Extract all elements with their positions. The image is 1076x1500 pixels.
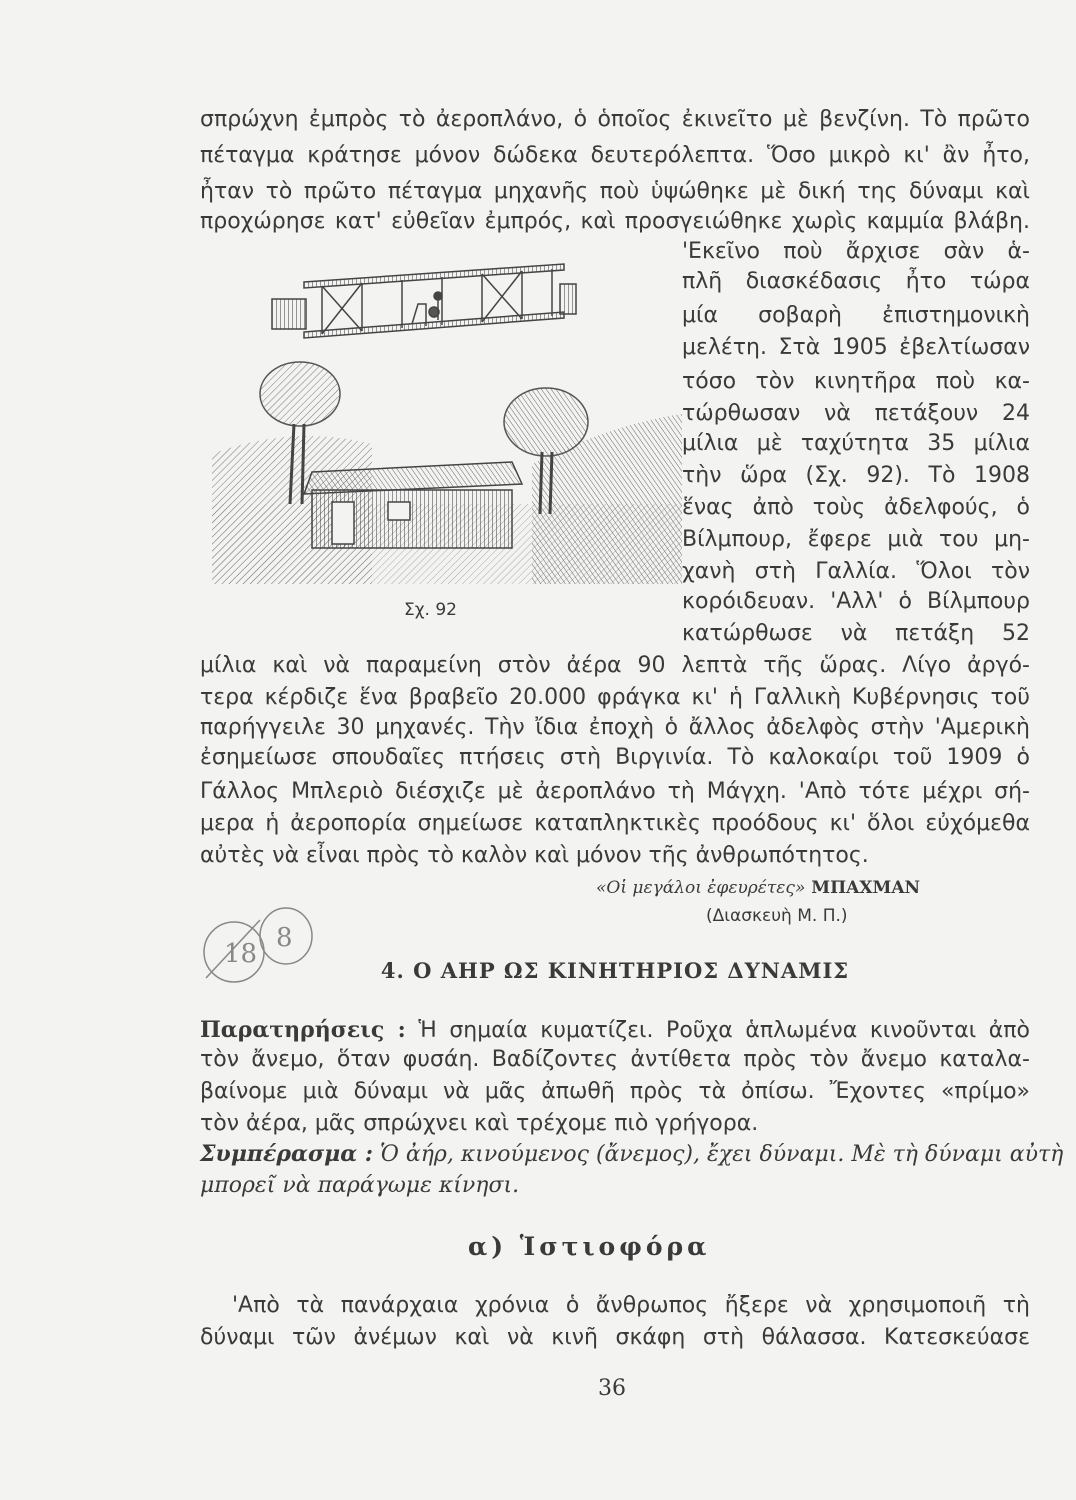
text-line: τὴν ὥρα (Σχ. 92). Τὸ 1908 [682,463,1030,488]
conclusion-line [200,1138,1064,1171]
text-line: πέταγμα κράτησε μόνον δώδεκα δευτερόλεπτα. Ὅσο μικρὸ κι' ἂν ἦτο, [200,143,1030,168]
source-author: ΜΠΑΧΜΑΝ [811,878,921,898]
text-line: ἕνας ἀπὸ τοὺς ἀδελφούς, ὁ [682,495,1030,520]
text-line: τὸν ἀέρα, μᾶς σπρώχνει καὶ τρέχομε πιὸ γρήγορα. [200,1111,759,1136]
text-line: μελέτη. Στὰ 1905 ἐβελτίωσαν [682,335,1030,360]
text-line: 'Απὸ τὰ πανάρχαια χρόνια ὁ ἄνθρωπος ἤξερε νὰ χρησιμοποιῆ τὴ [232,1293,1030,1318]
text-line: τόσο τὸν κινητῆρα ποὺ κα- [682,369,1030,394]
text-line: πλῆ διασκέδασις ἦτο τώρα [682,269,1030,294]
text-line: κορόιδευαν. 'Αλλ' ὁ Βίλμπουρ [682,589,1030,614]
text-line: μπορεῖ νὰ παράγωμε κίνησι. [200,1173,520,1198]
source-title: «Οἱ μεγάλοι ἐφευρέτες» [596,878,806,898]
observations-label: Παρατηρήσεις : [200,1017,406,1043]
house-drawing [304,462,522,548]
page-number: 36 [598,1376,626,1401]
text-line: μίλια μὲ ταχύτητα 35 μίλια [682,431,1030,456]
text-line: ἦταν τὸ πρῶτο πέταγμα μηχανῆς ποὺ ὑψώθηκε μὲ δική της δύναμι καὶ [200,179,1030,204]
subheading: α) Ἱστιοφόρα [468,1232,711,1261]
figure-92-illustration [212,254,682,598]
text-line: βαίνομε μιὰ δύναμι νὰ μᾶς ἀπωθῆ πρὸς τὰ ὀπίσω. Ἔχοντες «πρίμο» [200,1079,1030,1104]
text-line: μία σοβαρὴ ἐπιστημονικὴ [682,303,1030,328]
conclusion-text: Ὁ ἀήρ, κινούμενος (ἄνεμος), ἔχει δύναμι. Μὲ τὴ δύναμι αὐτὴ [380,1142,1064,1167]
airplane-drawing [272,264,576,338]
text-line: ἐσημείωσε σπουδαῖες πτήσεις στὴ Βιργινία. Τὸ καλοκαίρι τοῦ 1909 ὁ [200,745,1030,770]
text-line: δύναμι τῶν ἀνέμων καὶ νὰ κινῆ σκάφη στὴ θάλασσα. Κατεσκεύασε [200,1325,1030,1350]
observations-line [200,1014,1030,1047]
section-heading: 4. Ο ΑΗΡ ΩΣ ΚΙΝΗΤΗΡΙΟΣ ΔΥΝΑΜΙΣ [380,958,850,983]
text-line: σπρώχνη ἐμπρὸς τὸ ἀεροπλάνο, ὁ ὁποῖος ἐκινεῖτο μὲ βενζίνη. Τὸ πρῶτο [200,107,1030,132]
observations-text: Ἡ σημαία κυματίζει. Ροῦχα ἁπλωμένα κινοῦνται ἀπὸ [418,1018,1030,1043]
text-line: Γάλλος Μπλεριὸ διέσχιζε μὲ ἀεροπλάνο τὴ Μάγχη. 'Απὸ τότε μέχρι σή- [200,779,1030,804]
text-line: μερα ἡ ἀεροπορία σημείωσε καταπληκτικὲς προόδους κι' ὅλοι εὐχόμεθα [200,811,1030,836]
text-line: κατώρθωσε νὰ πετάξη 52 [682,621,1030,646]
figure-caption: Σχ. 92 [404,600,458,620]
conclusion-label: Συμπέρασμα : [200,1141,373,1167]
text-line: παρήγγειλε 30 μηχανές. Τὴν ἴδια ἐποχὴ ὁ ἄλλος ἀδελφὸς στὴν 'Αμερικὴ [200,715,1030,740]
text-line: τώρθωσαν νὰ πετάξουν 24 [682,401,1030,426]
stamp-number-first: 18 [224,939,258,969]
text-line: χανὴ στὴ Γαλλία. Ὅλοι τὸν [682,559,1030,584]
text-line: τὸν ἄνεμο, ὅταν φυσάη. Βαδίζοντες ἀντίθετα πρὸς τὸν ἄνεμο καταλα- [200,1047,1030,1072]
adaptation-note: (Διασκευὴ Μ. Π.) [706,906,848,926]
text-line: μίλια καὶ νὰ παραμείνη στὸν ἀέρα 90 λεπτὰ τῆς ὥρας. Λίγο ἀργό- [200,653,1030,678]
source-citation [596,878,956,898]
text-line: προχώρησε κατ' εὐθεῖαν ἐμπρός, καὶ προσγειώθηκε χωρὶς καμμία βλάβη. [200,209,1030,234]
text-line: 'Εκεῖνο ποὺ ἄρχισε σὰν ἁ- [682,239,1030,264]
stamp-number-second: 8 [276,923,293,953]
text-line: αὐτὲς νὰ εἶναι πρὸς τὸ καλὸν καὶ μόνον τῆς ἀνθρωπότητος. [200,843,869,868]
text-line: Βίλμπουρ, ἔφερε μιὰ του μη- [682,527,1030,552]
text-line: τερα κέρδιζε ἕνα βραβεῖο 20.000 φράγκα κι' ἡ Γαλλικὴ Κυβέρνησις τοῦ [200,685,1030,710]
